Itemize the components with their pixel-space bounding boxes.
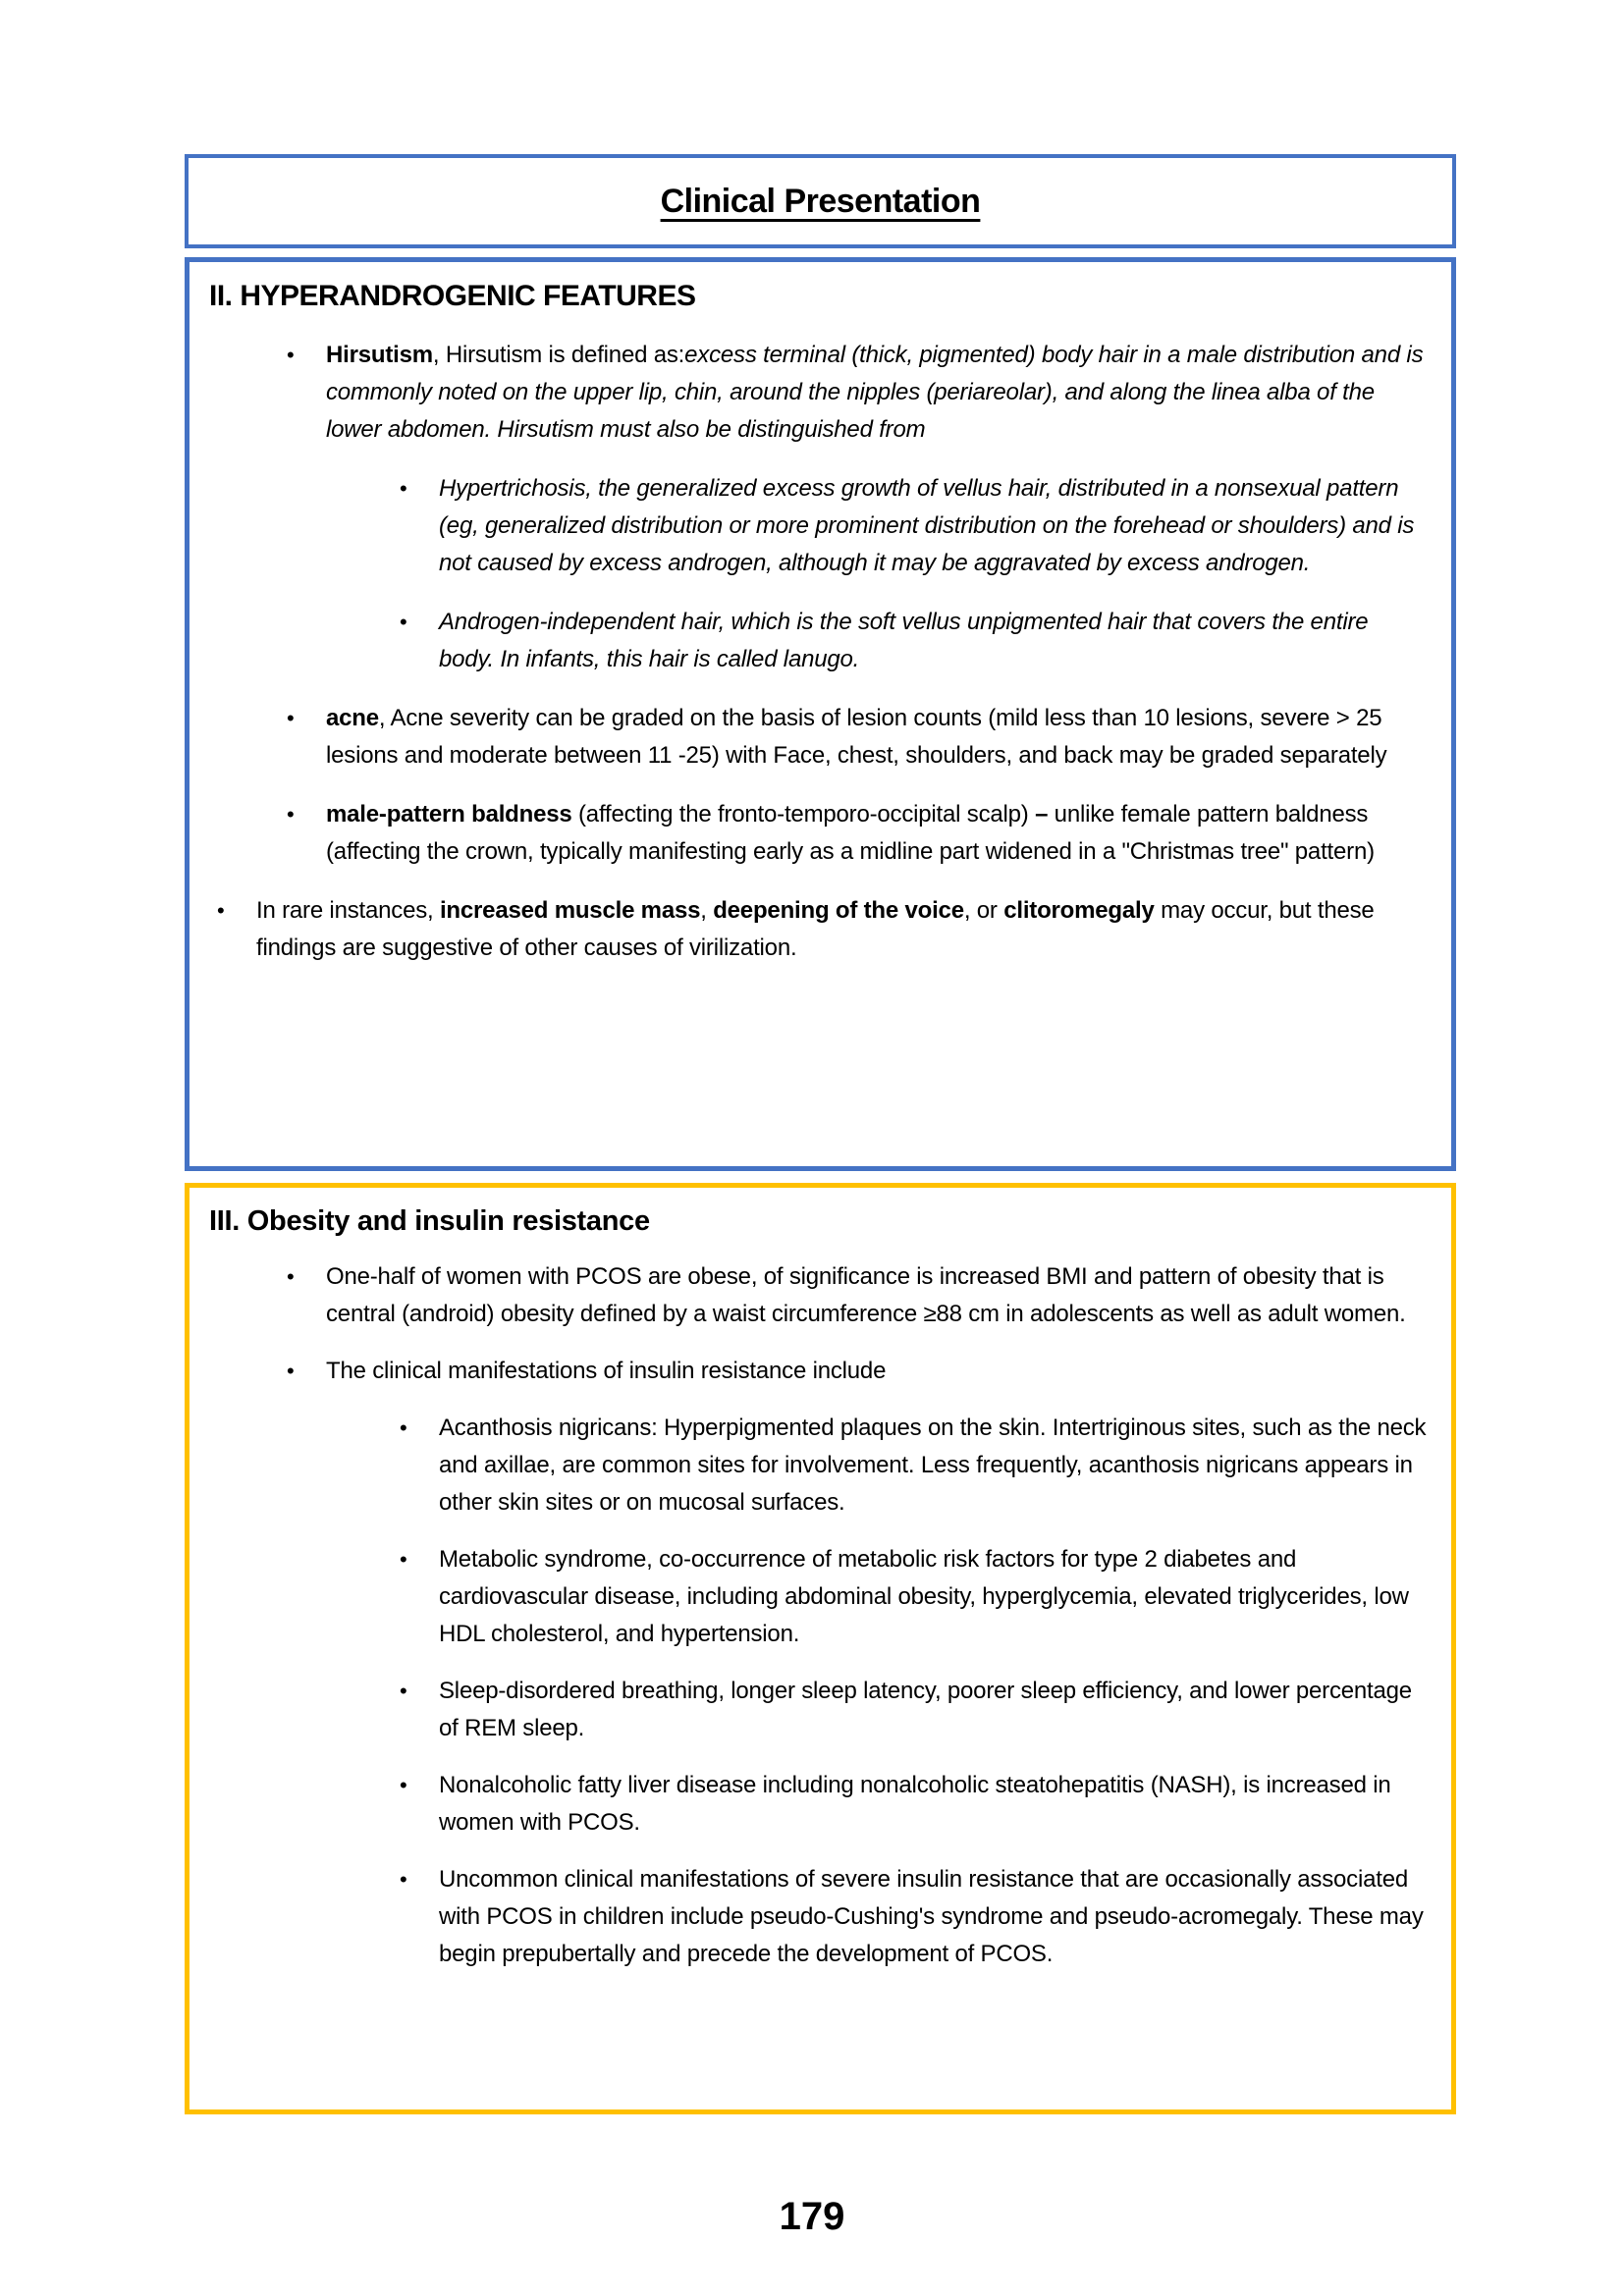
list-item xyxy=(400,1410,1428,1522)
bullet-text: In rare instances, increased muscle mass, deepening of the voice, or clitoromegaly may occur, but these findings are suggestive of other causes of virilization. xyxy=(256,896,1375,961)
list-item xyxy=(400,1861,1428,1973)
bullet-icon: • xyxy=(287,801,295,827)
list-item xyxy=(217,892,1428,967)
list-item xyxy=(287,796,1428,871)
section-hyperandrogenic-box xyxy=(185,257,1456,1171)
bullet-text: Acanthosis nigricans: Hyperpigmented plaques on the skin. Intertriginous sites, such as the neck and axillae, are common sites for involvement. Less frequently, acanthosis nigricans appears in other skin sites or on mucosal surfaces. xyxy=(439,1415,1427,1517)
bullet-text: Androgen-independent hair, which is the soft vellus unpigmented hair that covers the entire body. In infants, this hair is called lanugo. xyxy=(439,608,1369,672)
list-item xyxy=(400,1673,1428,1747)
list-item xyxy=(287,700,1428,774)
bullet-icon: • xyxy=(287,1264,295,1290)
list-item xyxy=(400,1767,1428,1842)
bullet-text: Hypertrichosis, the generalized excess growth of vellus hair, distributed in a nonsexual pattern (eg, generalized distribution or more prominent distribution on the forehead or shoulders) and is not caused by excess androgen, although it may be aggravated by excess androgen. xyxy=(439,474,1415,576)
bullet-icon: • xyxy=(287,1359,295,1384)
bullet-text: Nonalcoholic fatty liver disease including nonalcoholic steatohepatitis (NASH), is increased in women with PCOS. xyxy=(439,1772,1391,1837)
bullet-text: The clinical manifestations of insulin resistance include xyxy=(326,1358,887,1385)
list-item xyxy=(287,1258,1428,1333)
section-obesity-insulin-box xyxy=(185,1183,1456,2114)
section-obesity-insulin-list xyxy=(209,1258,1428,1973)
bullet-text: Metabolic syndrome, co-occurrence of metabolic risk factors for type 2 diabetes and cardiovascular disease, including abdominal obesity, hyperglycemia, elevated triglycerides, low HDL cholesterol, and hypertension. xyxy=(439,1546,1409,1648)
section-hyperandrogenic-heading: II. HYPERANDROGENIC FEATURES xyxy=(209,280,696,312)
page-number: 179 xyxy=(779,2195,845,2238)
section-hyperandrogenic-list xyxy=(209,337,1428,967)
bullet-icon: • xyxy=(400,1547,407,1573)
list-item xyxy=(400,1541,1428,1653)
section-obesity-insulin-heading: III. Obesity and insulin resistance xyxy=(209,1205,650,1237)
page-title: Clinical Presentation xyxy=(660,182,981,220)
bullet-icon: • xyxy=(400,1867,407,1893)
bullet-icon: • xyxy=(400,1679,407,1704)
bullet-icon: • xyxy=(287,342,295,367)
list-item xyxy=(287,1353,1428,1390)
bullet-icon: • xyxy=(400,1773,407,1798)
bullet-text: Hirsutism, Hirsutism is defined as:excess terminal (thick, pigmented) body hair in a male distribution and is commonly noted on the upper lip, chin, around the nipples (periareolar), and along the linea alba of the lower abdomen. Hirsutism must also be distinguished from xyxy=(326,341,1424,443)
bullet-icon: • xyxy=(400,609,407,634)
bullet-text: Sleep-disordered breathing, longer sleep latency, poorer sleep efficiency, and lower percentage of REM sleep. xyxy=(439,1678,1412,1742)
list-item xyxy=(400,470,1428,582)
bullet-text: Uncommon clinical manifestations of severe insulin resistance that are occasionally associated with PCOS in children include pseudo-Cushing's syndrome and pseudo-acromegaly. These may begin prepubertally and precede the development of PCOS. xyxy=(439,1866,1424,1968)
list-item xyxy=(287,337,1428,449)
title-box xyxy=(185,154,1456,248)
bullet-text: acne, Acne severity can be graded on the basis of lesion counts (mild less than 10 lesions, severe > 25 lesions and moderate between 11 -25) with Face, chest, shoulders, and back may be graded separately xyxy=(326,704,1387,769)
bullet-icon: • xyxy=(400,475,407,501)
list-item xyxy=(400,604,1428,678)
bullet-text: male-pattern baldness (affecting the fronto-temporo-occipital scalp) – unlike female pattern baldness (affecting the crown, typically manifesting early as a midline part widened in a "Christmas tree" pattern) xyxy=(326,800,1375,865)
bullet-icon: • xyxy=(287,705,295,730)
bullet-text: One-half of women with PCOS are obese, of significance is increased BMI and pattern of obesity that is central (android) obesity defined by a waist circumference ≥88 cm in adolescents as well as adult women. xyxy=(326,1263,1406,1328)
bullet-icon: • xyxy=(400,1415,407,1441)
bullet-icon: • xyxy=(217,897,225,923)
